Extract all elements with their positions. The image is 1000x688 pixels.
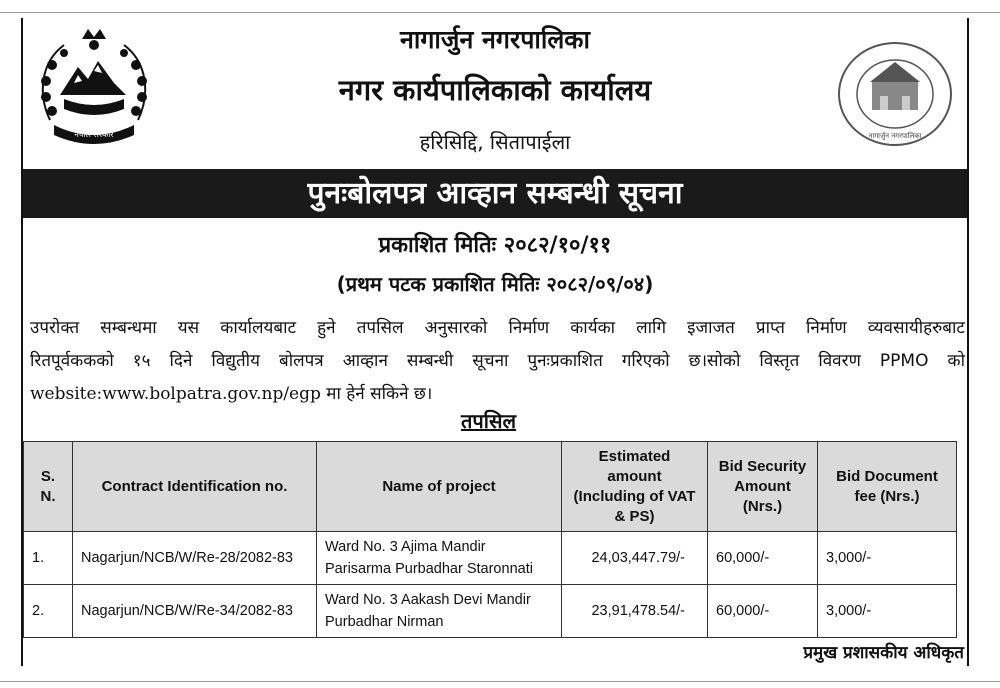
schedule-heading: तपसिल xyxy=(461,409,517,433)
cell-estimated-amount: 23,91,478.54/- xyxy=(562,585,708,638)
column-header-bid-fee: Bid Document fee (Nrs.) xyxy=(818,442,957,532)
cell-bid-security: 60,000/- xyxy=(708,532,818,585)
cell-project: Ward No. 3 Aakash Devi Mandir Purbadhar Nirman xyxy=(317,585,562,638)
cell-estimated-amount: 24,03,447.79/- xyxy=(562,532,708,585)
cell-bid-fee: 3,000/- xyxy=(818,532,957,585)
table-row xyxy=(24,585,957,638)
notice-body-line: उपरोक्त सम्बन्धमा यस कार्यालयबाट हुने तपसिल अनुसारको निर्माण कार्यका लागि इजाजत प्राप्त निर्माण व्यवसायीहरुबाट xyxy=(30,318,965,338)
column-header-bid-security: Bid Security Amount (Nrs.) xyxy=(708,442,818,532)
seal-caption: नागार्जुन नगरपालिका xyxy=(868,132,922,140)
top-rule xyxy=(0,12,1000,13)
column-header-project: Name of project xyxy=(317,442,562,532)
cell-contract-id: Nagarjun/NCB/W/Re-34/2082-83 xyxy=(73,585,317,638)
table-header-row xyxy=(24,442,957,532)
notice-title-banner: पुनःबोलपत्र आव्हान सम्बन्धी सूचना xyxy=(23,169,967,218)
notice-body-line: website:www.bolpatra.gov.np/egp मा हेर्न सकिने छ। xyxy=(30,384,433,404)
bottom-rule xyxy=(0,681,1000,682)
signatory: प्रमुख प्रशासकीय अधिकृत xyxy=(803,643,964,663)
emblem-caption: नेपाल सरकार xyxy=(74,130,114,139)
cell-bid-fee: 3,000/- xyxy=(818,585,957,638)
cell-project: Ward No. 3 Ajima Mandir Parisarma Purbadhar Staronnati xyxy=(317,532,562,585)
notice-body-line: रितपूर्वककको १५ दिने विद्युतीय बोलपत्र आव्हान सम्बन्धी सूचना पुनःप्रकाशित गरिएको छ।सोको विस्तृत विवरण PPMO को xyxy=(30,351,965,371)
published-date: प्रकाशित मितिः २०८२/१०/११ xyxy=(378,233,612,258)
cell-sn: 2. xyxy=(24,585,73,638)
column-header-contract-id: Contract Identification no. xyxy=(73,442,317,532)
municipality-seal-icon xyxy=(836,40,954,148)
cell-sn: 1. xyxy=(24,532,73,585)
contract-table xyxy=(23,441,957,638)
office-address: हरिसिद्दि, सितापाईला xyxy=(419,130,571,154)
cell-bid-security: 60,000/- xyxy=(708,585,818,638)
first-published-date: (प्रथम पटक प्रकाशित मितिः २०८२/०९/०४) xyxy=(336,272,654,296)
notice-body xyxy=(30,312,965,411)
column-header-sn: S. N. xyxy=(24,442,73,532)
office-name: नगर कार्यपालिकाको कार्यालय xyxy=(338,73,652,107)
table-row xyxy=(24,532,957,585)
nepal-emblem-icon xyxy=(30,25,158,147)
municipality-name: नागार्जुन नगरपालिका xyxy=(400,25,590,54)
cell-contract-id: Nagarjun/NCB/W/Re-28/2082-83 xyxy=(73,532,317,585)
column-header-estimated-amount: Estimated amount (Including of VAT & PS) xyxy=(562,442,708,532)
